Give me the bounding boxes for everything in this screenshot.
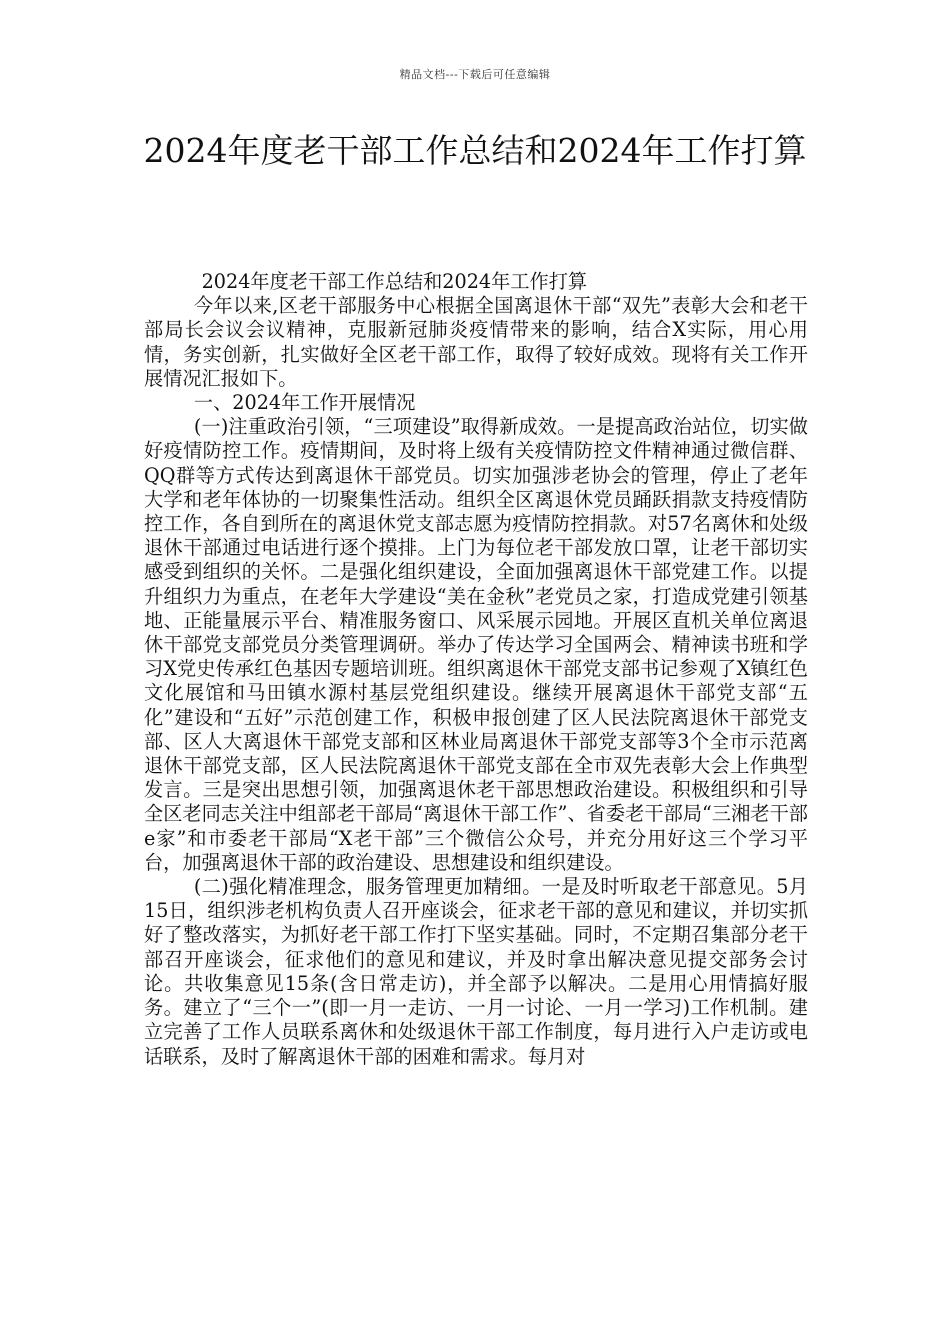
section-heading: 一、2024年工作开展情况 (193, 391, 416, 415)
paragraph-precise-service: (二)强化精准理念，服务管理更加精细。一是及时听取老干部意见。5月15日，组织涉老机构负责人召开座谈会，征求老干部的意见和建议，并切实抓好了整改落实，为抓好老干部工作打下坚实基础。同时，不定期召集部分老干部召开座谈会，征求他们的意见和建议，并及时拿出解决意见提交部务会讨论。共收集意见15条(含日常走访)，并全部予以解决。二是用心用情搞好服务。建立了“三个一”(即一月一走访、一月一讨论、一月一学习)工作机制。建立完善了工作人员联系离休和处级退休干部工作制度，每月进行入户走访或电话联系，及时了解离退休干部的困难和需求。每月对 (144, 875, 808, 1068)
document-body (144, 270, 808, 1069)
body-subtitle: 2024年度老干部工作总结和2024年工作打算 (201, 270, 588, 293)
paragraph-political-guidance: (一)注重政治引领，“三项建设”取得新成效。一是提高政治站位，切实做好疫情防控工作。疫情期间，及时将上级有关疫情防控文件精神通过微信群、QQ群等方式传达到离退休干部党员。切实加强涉老协会的管理，停止了老年大学和老年体协的一切聚集性活动。组织全区离退休党员踊跃捐款支持疫情防控工作，各自到所在的离退休党支部志愿为疫情防控捐款。对57名离休和处级退休干部通过电话进行逐个摸排。上门为每位老干部发放口罩，让老干部切实感受到组织的关怀。二是强化组织建设，全面加强离退休干部党建工作。以提升组织力为重点，在老年大学建设“美在金秋”老党员之家，打造成党建引领基地、正能量展示平台、精准服务窗口、风采展示园地。开展区直机关单位离退休干部党支部党员分类管理调研。举办了传达学习全国两会、精神读书班和学习X党史传承红色基因专题培训班。组织离退休干部党支部书记参观了X镇红色文化展馆和马田镇水源村基层党组织建设。继续开展离退休干部党支部“五化”建设和“五好”示范创建工作，积极申报创建了区人民法院离退休干部党支部、区人大离退休干部党支部和区林业局离退休干部党支部等3个全市示范离退休干部党支部，区人民法院离退休干部党支部在全市双先表彰大会上作典型发言。三是突出思想引领，加强离退休老干部思想政治建设。积极组织和引导全区老同志关注中组部老干部局“离退休干部工作”、省委老干部局“三湘老干部e家”和市委老干部局“X老干部”三个微信公众号，并充分用好这三个学习平台，加强离退休干部的政治建设、思想建设和组织建设。 (144, 415, 808, 874)
document-title: 2024年度老干部工作总结和2024年工作打算 (143, 131, 807, 170)
intro-paragraph: 今年以来,区老干部服务中心根据全国离退休干部“双先”表彰大会和老干部局长会议会议精神，克服新冠肺炎疫情带来的影响，结合X实际，用心用情，务实创新，扎实做好全区老干部工作，取得了较好成效。现将有关工作开展情况汇报如下。 (144, 294, 808, 390)
page-header: 精品文档---下载后可任意编辑 (399, 68, 551, 81)
